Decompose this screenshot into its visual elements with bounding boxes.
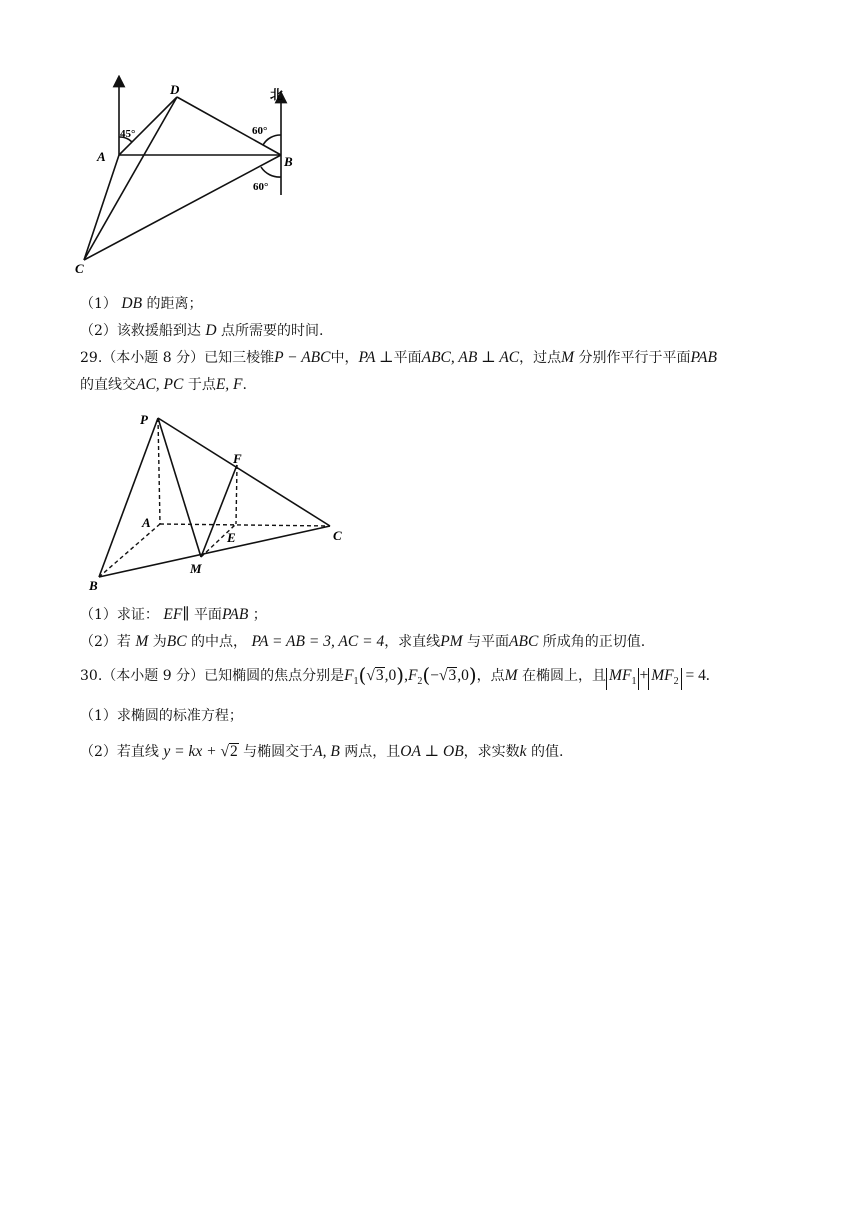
label-north: 北 <box>270 87 284 102</box>
label-c: C <box>75 261 84 276</box>
edge-pc <box>158 418 330 526</box>
label-angle-60-top: 60° <box>252 125 268 137</box>
label-c2: C <box>333 528 342 543</box>
q28-part2: （2）该救援船到达 D 点所需要的时间. <box>80 322 324 339</box>
figure-tetrahedron <box>80 402 355 594</box>
q30-part2: （2）若直线 y = kx + √2 与椭圆交于A, B 两点，且OA ⊥ OB，求实数k 的值. <box>80 743 564 760</box>
label-p: P <box>140 412 148 427</box>
label-angle-60-bottom: 60° <box>253 181 269 193</box>
label-angle-45: 45° <box>120 128 136 140</box>
label-e: E <box>227 530 236 545</box>
label-f: F <box>233 451 242 466</box>
edge-ac <box>160 524 330 526</box>
q29-stem-line2: 的直线交AC, PC 于点E, F. <box>80 376 247 393</box>
q29-stem-line1: 29.（本小题 8 分）已知三棱锥P − ABC中，PA ⊥平面ABC, AB ⊥ AC，过点M 分别作平行于平面PAB <box>80 349 717 366</box>
angle-arc-b-bottom <box>261 167 281 177</box>
label-a: A <box>97 149 106 164</box>
edge-bc <box>99 526 330 577</box>
edge-pa <box>158 418 160 524</box>
label-b2: B <box>89 578 98 593</box>
segment-fe <box>236 465 237 524</box>
label-d: D <box>170 82 180 97</box>
label-m: M <box>190 561 202 576</box>
q28-part1: （1） DB 的距离； <box>80 295 203 312</box>
q29-part1: （1）求证： EF∥ 平面PAB ； <box>80 606 267 623</box>
q30-part1: （1）求椭圆的标准方程； <box>80 708 243 724</box>
figure-navigation-diagram <box>72 75 297 280</box>
segment-pm <box>158 418 201 557</box>
q29-part2: （2）若 M 为BC 的中点， PA = AB = 3, AC = 4，求直线PM 与平面ABC 所成角的正切值. <box>80 633 646 650</box>
q30-stem: 30.（本小题 9 分）已知椭圆的焦点分别是$F_1(√3,0),F_2(-√3,0)$，点M 在椭圆上，且 $MF_1 + MF_2 = 4$. <box>80 664 710 693</box>
label-b: B <box>284 154 293 169</box>
edge-pb <box>99 418 158 577</box>
label-a2: A <box>142 515 151 530</box>
